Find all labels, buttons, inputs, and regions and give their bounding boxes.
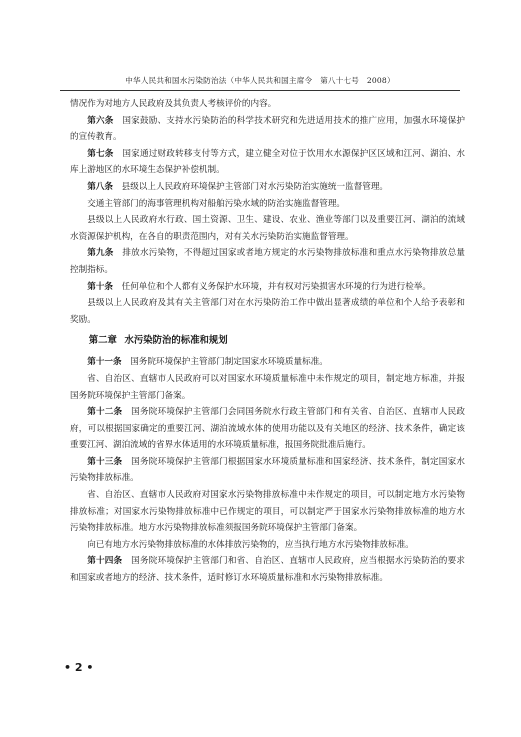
paragraph — [70, 279, 465, 296]
paragraph — [70, 146, 465, 179]
paragraph — [70, 371, 465, 404]
paragraph-text: 国务院环境保护主管部门和省、自治区、直辖市人民政府，应当根据水污染防治的要求和国家或者地方的经济、技术条件，适时修订水环境质量标准和水污染物排放标准。 — [70, 556, 465, 584]
article-number: 第七条 — [87, 148, 114, 159]
chapter-title: 水污染防治的标准和规划 — [124, 335, 228, 347]
paragraph — [70, 245, 465, 278]
paragraph-text: 情况作为对地方人民政府及其负责人考核评价的内容。 — [70, 99, 277, 109]
paragraph-text: 交通主管部门的海事管理机构对船舶污染水域的防治实施监督管理。 — [87, 198, 346, 209]
paragraph — [70, 487, 465, 537]
article-number: 第十二条 — [87, 407, 123, 418]
paragraph — [70, 404, 465, 454]
paragraph — [70, 96, 465, 113]
paragraph-text: 国务院环境保护主管部门制定国家水环境质量标准。 — [130, 357, 328, 368]
paragraph — [70, 179, 465, 196]
paragraph-text: 排放水污染物，不得超过国家或者地方规定的水污染物排放标准和重点水污染物排放总量控制指标。 — [70, 248, 465, 275]
paragraph-text: 任何单位和个人都有义务保护水环境，并有权对污染损害水环境的行为进行检举。 — [121, 281, 431, 292]
paragraph — [70, 113, 465, 146]
paragraph-text: 省、自治区、直辖市人民政府可以对国家水环境质量标准中未作规定的项目，制定地方标准，并报国务院环境保护主管部门备案。 — [70, 373, 465, 401]
article-number: 第八条 — [87, 181, 113, 192]
paragraph-text: 省、自治区、直辖市人民政府对国家水污染物排放标准中未作规定的项目，可以制定地方水污染物排放标准；对国家水污染物排放标准中已作规定的项目，可以制定严于国家水污染物排放标准的地方水污染物排放标准。地方水污染物排放标准须报国务院环境保护主管部门备案。 — [70, 490, 465, 534]
paragraph-text: 国务院环境保护主管部门会同国务院水行政主管部门和有关省、自治区、直辖市人民政府，可以根据国家确定的重要江河、湖泊流域水体的使用功能以及有关地区的经济、技术条件，确定该重要江河、湖泊流域的省界水体适用的水环境质量标准，报国务院批准后施行。 — [70, 407, 465, 451]
paragraph — [70, 295, 465, 328]
article-group-chapter-2 — [70, 354, 465, 586]
article-group-chapter-1 — [70, 96, 465, 328]
article-number: 第六条 — [87, 115, 114, 126]
paragraph-text: 国家鼓励、支持水污染防治的科学技术研究和先进适用技术的推广应用，加强水环境保护的宣传教育。 — [70, 115, 465, 143]
page-number: • 2 • — [64, 661, 94, 674]
chapter-number: 第二章 — [88, 335, 117, 347]
paragraph — [70, 196, 465, 213]
paragraph — [70, 454, 465, 487]
paragraph-text: 县级以上人民政府环境保护主管部门对水污染防治实施统一监督管理。 — [121, 181, 389, 192]
running-header: 中华人民共和国水污染防治法（中华人民共和国主席令 第八十七号 2008） — [125, 76, 395, 85]
article-number: 第九条 — [87, 248, 114, 259]
chapter-heading — [70, 332, 465, 350]
paragraph-text: 国务院环境保护主管部门根据国家水环境质量标准和国家经济、技术条件，制定国家水污染物排放标准。 — [70, 456, 465, 484]
paragraph-text: 向已有地方水污染物排放标准的水体排放污染物的，应当执行地方水污染物排放标准。 — [87, 539, 414, 550]
paragraph — [70, 354, 465, 371]
paragraph-text: 县级以上人民政府及其有关主管部门对在水污染防治工作中做出显著成绩的单位和个人给予表彰和奖励。 — [70, 298, 465, 325]
paragraph — [70, 553, 465, 586]
article-number: 第十四条 — [87, 556, 123, 567]
article-number: 第十条 — [87, 281, 113, 292]
body-text — [70, 96, 465, 587]
paragraph — [70, 537, 465, 554]
header-rule — [60, 90, 460, 91]
article-number: 第十三条 — [87, 456, 123, 467]
paragraph — [70, 212, 465, 245]
article-number: 第十一条 — [87, 357, 122, 368]
paragraph-text: 国家通过财政转移支付等方式，建立健全对位于饮用水水源保护区区域和江河、湖泊、水库上游地区的水环境生态保护补偿机制。 — [70, 148, 465, 176]
paragraph-text: 县级以上人民政府水行政、国土资源、卫生、建设、农业、渔业等部门以及重要江河、湖泊的流域水资源保护机构，在各自的职责范围内，对有关水污染防治实施监督管理。 — [70, 215, 465, 242]
